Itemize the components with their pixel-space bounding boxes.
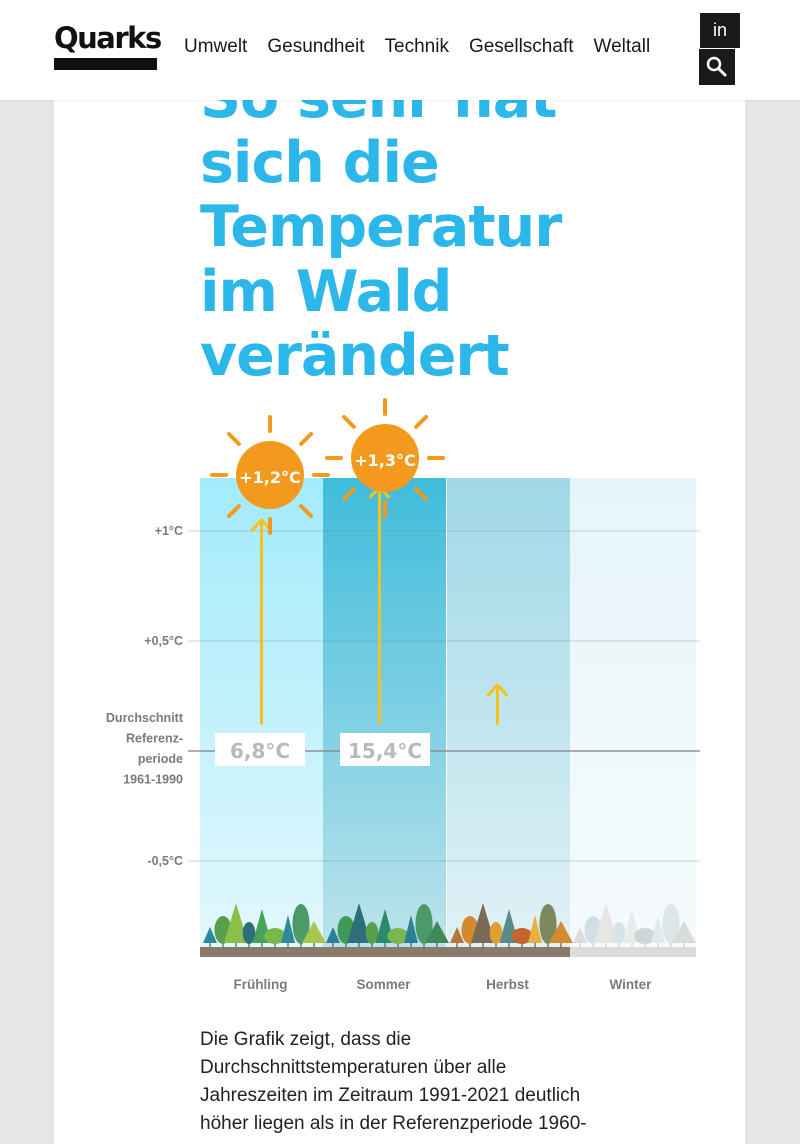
- sun-ray: [416, 417, 426, 427]
- logo-text: Quarks: [54, 21, 161, 55]
- reference-period-label: periode: [137, 752, 183, 766]
- ground-strip-winter: [570, 947, 696, 957]
- headline-line: sich die: [200, 129, 439, 196]
- sun-ray: [344, 417, 354, 427]
- nav-item-technik[interactable]: Technik: [384, 36, 449, 57]
- main-navigation: [184, 34, 670, 60]
- category-label-3: Winter: [609, 977, 652, 992]
- body-line: Jahreszeiten im Zeitraum 1991-2021 deutlich: [200, 1085, 581, 1106]
- headline-line: Temperatur: [200, 194, 562, 260]
- body-line: Durchschnittstemperaturen über alle: [200, 1057, 507, 1078]
- season-column-2: [447, 478, 570, 957]
- nav-item-umwelt[interactable]: Umwelt: [184, 36, 248, 57]
- y-tick-label: -0,5°C: [147, 854, 183, 868]
- sun-ray: [229, 434, 239, 444]
- logo-bar: [54, 58, 157, 70]
- site-header: [0, 0, 800, 100]
- nav-item-weltall[interactable]: Weltall: [593, 36, 651, 57]
- y-tick-label: +1°C: [154, 524, 183, 538]
- headline-line: verändert: [200, 323, 509, 389]
- reference-period-label: Referenz-: [126, 731, 183, 746]
- reference-period-label: Durchschnitt: [105, 711, 183, 725]
- ground-strip: [200, 947, 570, 957]
- sun-ray: [301, 434, 311, 444]
- reference-temperature-0: 6,8°C: [229, 739, 291, 763]
- body-line: Die Grafik zeigt, dass die: [200, 1029, 412, 1050]
- change-label-sommer: +1,3°C: [354, 451, 416, 470]
- category-label-1: Sommer: [356, 977, 411, 992]
- category-label-0: Frühling: [233, 977, 288, 992]
- headline-line: im Wald: [200, 258, 452, 325]
- reference-temperature-1: 15,4°C: [347, 739, 423, 763]
- category-label-2: Herbst: [486, 977, 529, 992]
- season-column-1: [323, 478, 446, 957]
- change-label-frühling: +1,2°C: [239, 468, 301, 487]
- quarks-logo[interactable]: [54, 21, 161, 70]
- temperature-chart: [90, 395, 710, 1005]
- login-button[interactable]: in: [700, 13, 740, 48]
- nav-item-gesundheit[interactable]: Gesundheit: [267, 36, 365, 57]
- season-column-3: [570, 478, 696, 957]
- nav-item-gesellschaft[interactable]: Gesellschaft: [468, 36, 574, 57]
- reference-period-label: 1961-1990: [123, 772, 183, 787]
- body-line: höher liegen als in der Referenzperiode 1960-: [200, 1113, 587, 1134]
- article-body: [200, 1026, 610, 1138]
- search-button[interactable]: [699, 49, 735, 85]
- search-icon: [699, 49, 735, 85]
- y-tick-label: +0,5°C: [144, 634, 183, 648]
- article-headline: [200, 66, 580, 389]
